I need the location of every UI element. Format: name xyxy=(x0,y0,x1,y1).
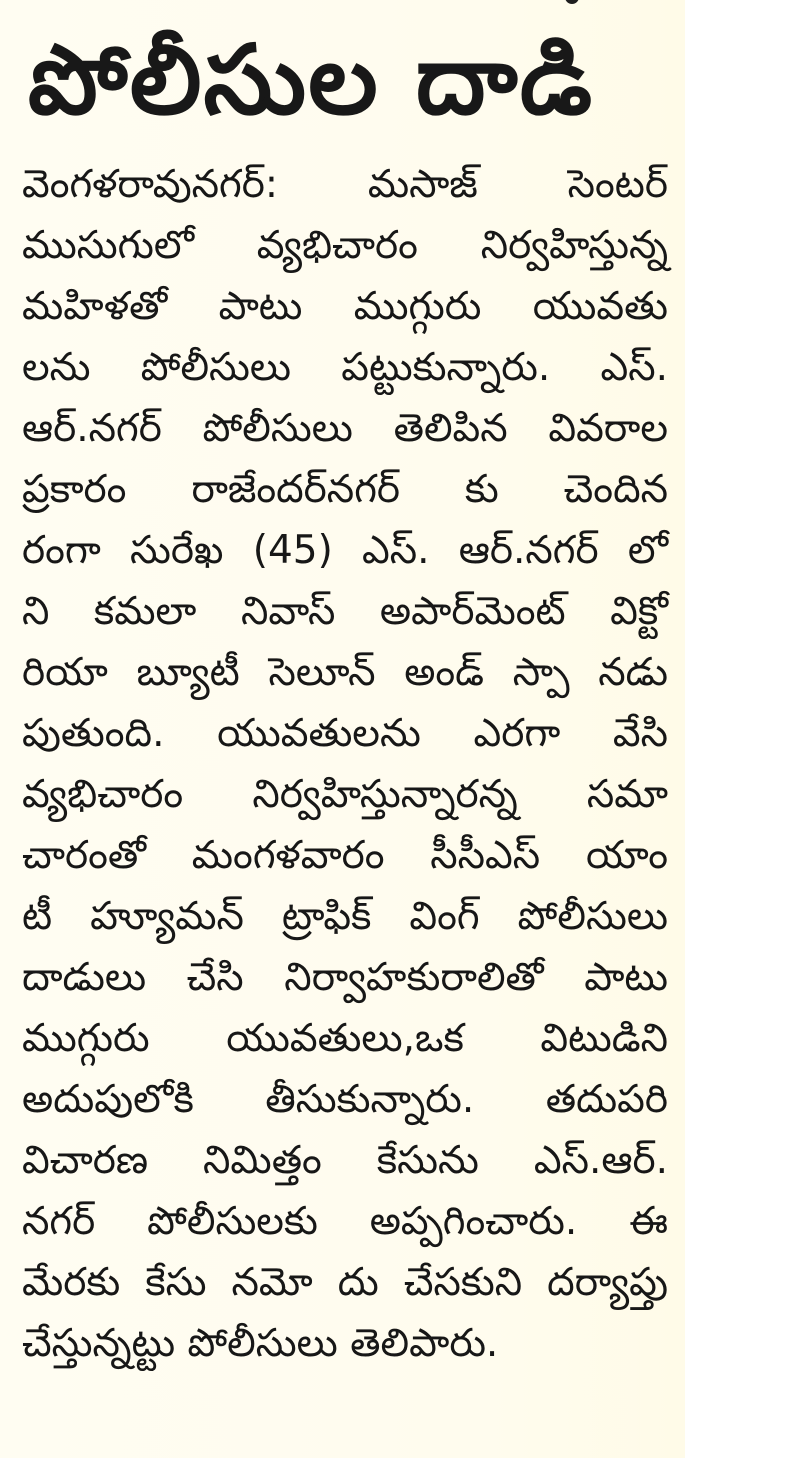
article-line: పుతుంది. యువతులను ఎరగా వేసి xyxy=(22,711,668,756)
article-body xyxy=(22,154,668,1374)
article-line: దాడులు చేసి నిర్వాహకురాలితో పాటు xyxy=(22,955,668,1000)
article-line: లను పోలీసులు పట్టుకున్నారు. ఎస్. xyxy=(22,345,668,390)
article-line: వ్యభిచారం నిర్వహిస్తున్నారన్న సమా xyxy=(22,772,668,817)
article-line: చారంతో మంగళవారం సీసీఎస్ యాం xyxy=(22,833,668,878)
white-margin xyxy=(685,0,800,1458)
article-line: ముసుగులో వ్యభిచారం నిర్వహిస్తున్న xyxy=(22,223,668,268)
article-line: అదుపులోకి తీసుకున్నారు. తదుపరి xyxy=(22,1077,668,1122)
article-line: రియా బ్యూటీ సెలూన్ అండ్ స్పా నడు xyxy=(22,650,668,695)
article-line: ఆర్.నగర్ పోలీసులు తెలిపిన వివరాల xyxy=(22,406,668,451)
article-line: మేరకు కేసు నమో దు చేసకుని దర్యాప్తు xyxy=(22,1260,668,1305)
article-line: ముగ్గురు యువతులు,ఒక విటుడిని xyxy=(22,1016,668,1061)
article-line: టీ హ్యూమన్ ట్రాఫిక్ వింగ్ పోలీసులు xyxy=(22,894,668,939)
cropped-previous-line xyxy=(0,0,685,6)
article-line: నగర్ పోలీసులకు అప్పగించారు. ఈ xyxy=(22,1199,668,1244)
article-line: ని కమలా నివాస్ అపార్‌మెంట్ విక్టో xyxy=(22,589,668,634)
article-line: మహిళతో పాటు ముగ్గురు యువతు xyxy=(22,284,668,329)
article-line-last: చేస్తున్నట్టు పోలీసులు తెలిపారు. xyxy=(22,1321,499,1366)
cropped-letter-fragment xyxy=(565,0,579,4)
article-line: విచారణ నిమిత్తం కేసును ఎస్.ఆర్. xyxy=(22,1138,668,1183)
article-line: వెంగళరావునగర్: మసాజ్ సెంటర్ xyxy=(22,162,668,207)
article-line: రంగా సురేఖ (45) ఎస్. ఆర్.నగర్ లో xyxy=(22,528,668,573)
article-headline: పోలీసుల దాడి xyxy=(28,24,595,136)
article-line: ప్రకారం రాజేందర్‌నగర్ కు చెందిన xyxy=(22,467,668,512)
